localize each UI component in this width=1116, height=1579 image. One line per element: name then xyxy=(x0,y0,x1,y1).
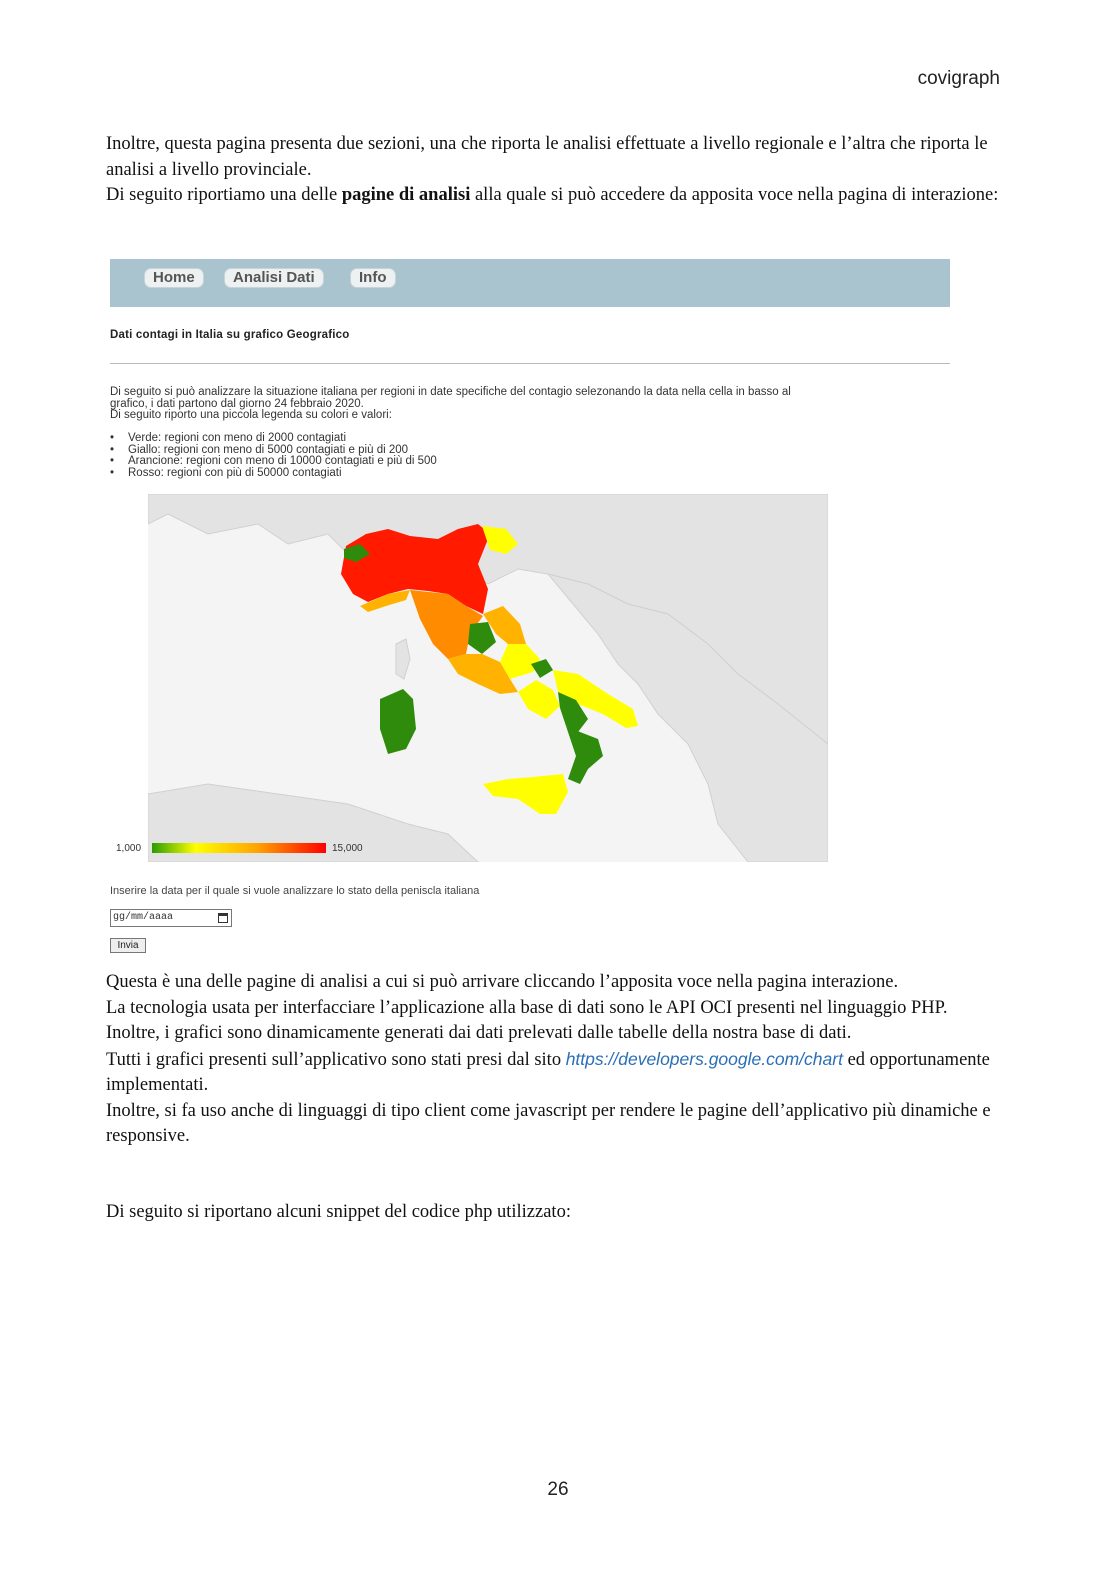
divider xyxy=(110,363,950,364)
calendar-icon[interactable] xyxy=(218,913,228,923)
analysis-intro-line-1: Di seguito si può analizzare la situazione italiana per regioni in date specifiche del contagio selezonando la data nella cella in basso al xyxy=(110,386,791,398)
submit-button[interactable]: Invia xyxy=(110,938,146,953)
italy-map-svg[interactable] xyxy=(148,494,828,862)
region-sardinia-green xyxy=(380,689,416,754)
color-scale-bar xyxy=(152,843,326,853)
region-sicily-yellow xyxy=(483,774,568,814)
legend-yellow: • Giallo: regioni con meno di 5000 contagiati e più di 200 xyxy=(110,445,437,457)
date-placeholder: gg/mm/aaaa xyxy=(113,912,174,923)
intro-line-1: Inoltre, questa pagina presenta due sezioni, una che riporta le analisi effettuate a livello regionale e l’altra che riporta le analisi a livello provinciale. xyxy=(106,134,988,180)
land-corsica xyxy=(396,639,410,679)
analysis-intro-line-2: grafico, i dati partono dal giorno 24 febbraio 2020. xyxy=(110,397,364,410)
nav-bar xyxy=(110,259,950,307)
body-line-1: Questa è una delle pagine di analisi a cui si può arrivare cliccando l’apposita voce nella pagina interazione. xyxy=(106,972,899,992)
analysis-intro-line-3: Di seguito riporto una piccola legenda su colori e valori: xyxy=(110,409,392,421)
snippet-intro: Di seguito si riportano alcuni snippet del codice php utilizzato: xyxy=(106,1202,571,1222)
body-line-3: Inoltre, i grafici sono dinamicamente generati dai dati prelevati dalle tabelle della nostra base di dati. xyxy=(106,1023,852,1043)
embedded-screenshot xyxy=(110,259,952,959)
legend-red: • Rosso: regioni con più di 50000 contagiati xyxy=(110,468,437,480)
region-calabria-green xyxy=(566,726,603,784)
analysis-intro xyxy=(110,387,930,422)
color-legend xyxy=(110,433,437,479)
page-title: Dati contagi in Italia su grafico Geografico xyxy=(110,329,350,341)
body-line-4: Tutti i grafici presenti sull’applicativo sono stati presi dal sito https://developers.google.com/chart ed opportunamente implementati. xyxy=(106,1048,990,1095)
body-paragraph xyxy=(106,970,1006,1150)
scale-min-label: 1,000 xyxy=(116,843,142,854)
nav-analisi-button[interactable]: Analisi Dati xyxy=(224,268,324,288)
bold-analysis-pages: pagine di analisi xyxy=(341,185,471,205)
google-charts-link[interactable]: https://developers.google.com/chart xyxy=(565,1048,843,1069)
document-header: covigraph xyxy=(917,68,1000,89)
body-line-2: La tecnologia usata per interfacciare l’applicazione alla base di dati sono le API OCI presenti nel linguaggio PHP. xyxy=(106,997,948,1018)
date-prompt: Inserire la data per il quale si vuole analizzare lo stato della peniscla italiana xyxy=(110,885,480,897)
body-line-5: Inoltre, si fa uso anche di linguaggi di tipo client come javascript per rendere le pagine dell’applicativo più dinamiche e responsive. xyxy=(106,1100,991,1146)
scale-max-label: 15,000 xyxy=(332,843,363,854)
geo-map[interactable] xyxy=(148,494,828,862)
legend-orange: • Arancione: regioni con meno di 10000 contagiati e più di 500 xyxy=(110,456,437,468)
intro-paragraph xyxy=(106,132,1006,209)
page-number: 26 xyxy=(547,1479,569,1500)
nav-home-button[interactable]: Home xyxy=(144,268,204,288)
nav-info-button[interactable]: Info xyxy=(350,268,396,288)
intro-line-2: Di seguito riportiamo una delle pagine di analisi alla quale si può accedere da apposita voce nella pagina di interazione: xyxy=(106,185,999,205)
date-input[interactable] xyxy=(110,909,232,927)
region-campania-yellow xyxy=(518,680,560,719)
legend-green: • Verde: regioni con meno di 2000 contagiati xyxy=(110,433,437,445)
